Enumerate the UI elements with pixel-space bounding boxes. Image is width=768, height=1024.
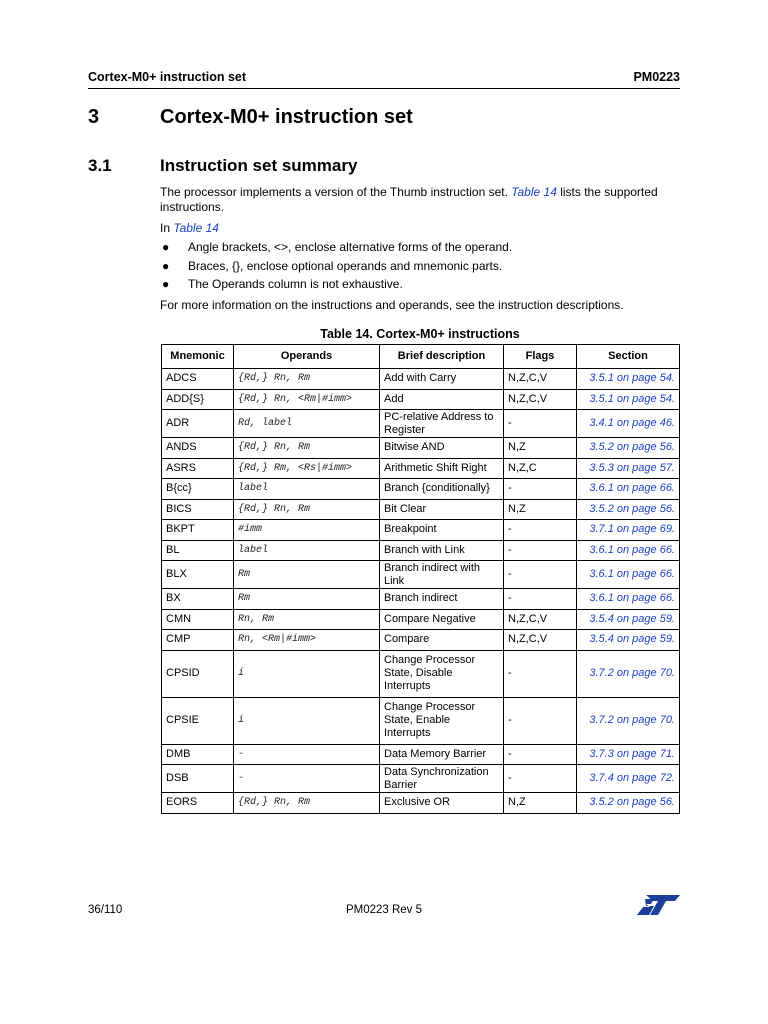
- operands-cell: i: [234, 697, 380, 744]
- table-row: [162, 630, 680, 651]
- document-revision: PM0223 Rev 5: [345, 904, 423, 916]
- in-table-line: [160, 221, 680, 236]
- mnemonic-cell: CPSID: [162, 650, 234, 697]
- mnemonic-cell: DSB: [162, 765, 234, 793]
- mnemonic-cell: ADD{S}: [162, 389, 234, 410]
- description-cell: Add with Carry: [380, 369, 504, 390]
- flags-cell: N,Z: [504, 793, 577, 814]
- section-cell[interactable]: 3.7.2 on page 70.: [577, 697, 680, 744]
- section-cell[interactable]: 3.5.2 on page 56.: [577, 793, 680, 814]
- notation-bullet-list: [160, 238, 512, 294]
- mnemonic-cell: BL: [162, 540, 234, 561]
- description-cell: Data Synchronization Barrier: [380, 765, 504, 793]
- table-row: [162, 479, 680, 500]
- flags-cell: N,Z: [504, 438, 577, 459]
- more-info-paragraph: For more information on the instructions and operands, see the instruction descriptions.: [160, 298, 624, 312]
- flags-cell: -: [504, 540, 577, 561]
- section-cell[interactable]: 3.5.2 on page 56.: [577, 499, 680, 520]
- table-row: [162, 438, 680, 459]
- table-caption: Table 14. Cortex-M0+ instructions: [320, 327, 520, 341]
- mnemonic-cell: ADCS: [162, 369, 234, 390]
- mnemonic-cell: BLX: [162, 561, 234, 589]
- table-row: [162, 561, 680, 589]
- table-row: [162, 410, 680, 438]
- operands-cell: #imm: [234, 520, 380, 541]
- description-cell: Branch {conditionally}: [380, 479, 504, 500]
- table-row: [162, 589, 680, 610]
- flags-cell: -: [504, 561, 577, 589]
- operands-cell: {Rd,} Rm, <Rs|#imm>: [234, 458, 380, 479]
- section-cell[interactable]: 3.7.1 on page 69.: [577, 520, 680, 541]
- description-cell: Bit Clear: [380, 499, 504, 520]
- table-row: [162, 369, 680, 390]
- flags-cell: N,Z: [504, 499, 577, 520]
- description-cell: Change Processor State, Enable Interrupts: [380, 697, 504, 744]
- flags-cell: -: [504, 765, 577, 793]
- operands-cell: Rm: [234, 561, 380, 589]
- operands-cell: Rd, label: [234, 410, 380, 438]
- table-row: [162, 520, 680, 541]
- section-cell[interactable]: 3.4.1 on page 46.: [577, 410, 680, 438]
- mnemonic-cell: CMN: [162, 609, 234, 630]
- col-header-description: Brief description: [380, 345, 504, 369]
- operands-cell: {Rd,} Rn, Rm: [234, 438, 380, 459]
- bullet-icon: ●: [162, 258, 170, 273]
- flags-cell: -: [504, 479, 577, 500]
- flags-cell: -: [504, 520, 577, 541]
- flags-cell: N,Z,C,V: [504, 369, 577, 390]
- operands-cell: -: [234, 765, 380, 793]
- description-cell: Branch indirect with Link: [380, 561, 504, 589]
- section-cell[interactable]: 3.7.4 on page 72.: [577, 765, 680, 793]
- mnemonic-cell: DMB: [162, 744, 234, 765]
- description-cell: Change Processor State, Disable Interrupts: [380, 650, 504, 697]
- table-row: [162, 765, 680, 793]
- section-cell[interactable]: 3.5.1 on page 54.: [577, 369, 680, 390]
- table-row: [162, 697, 680, 744]
- table-row: [162, 609, 680, 630]
- table-row: [162, 744, 680, 765]
- col-header-flags: Flags: [504, 345, 577, 369]
- mnemonic-cell: BICS: [162, 499, 234, 520]
- mnemonic-cell: CMP: [162, 630, 234, 651]
- flags-cell: -: [504, 650, 577, 697]
- section-title: Instruction set summary: [160, 156, 358, 175]
- mnemonic-cell: BX: [162, 589, 234, 610]
- operands-cell: {Rd,} Rn, <Rm|#imm>: [234, 389, 380, 410]
- flags-cell: -: [504, 589, 577, 610]
- mnemonic-cell: BKPT: [162, 520, 234, 541]
- running-header-title: Cortex-M0+ instruction set: [88, 70, 247, 84]
- operands-cell: Rm: [234, 589, 380, 610]
- intro-paragraph: [160, 185, 680, 215]
- description-cell: Compare Negative: [380, 609, 504, 630]
- section-cell[interactable]: 3.6.1 on page 66.: [577, 589, 680, 610]
- chapter-number: 3: [88, 106, 100, 128]
- intro-text-after: lists the supported instructions.: [160, 185, 658, 214]
- col-header-operands: Operands: [234, 345, 380, 369]
- section-number: 3.1: [88, 156, 112, 175]
- page-number: 36/110: [88, 904, 123, 916]
- table-row: [162, 540, 680, 561]
- in-table-prefix: In: [160, 221, 174, 235]
- section-cell[interactable]: 3.5.4 on page 59.: [577, 630, 680, 651]
- flags-cell: N,Z,C,V: [504, 609, 577, 630]
- flags-cell: -: [504, 410, 577, 438]
- section-cell[interactable]: 3.6.1 on page 66.: [577, 479, 680, 500]
- mnemonic-cell: B{cc}: [162, 479, 234, 500]
- mnemonic-cell: EORS: [162, 793, 234, 814]
- section-cell[interactable]: 3.7.2 on page 70.: [577, 650, 680, 697]
- mnemonic-cell: ADR: [162, 410, 234, 438]
- operands-cell: i: [234, 650, 380, 697]
- st-logo-icon: [636, 893, 682, 917]
- description-cell: Data Memory Barrier: [380, 744, 504, 765]
- flags-cell: N,Z,C,V: [504, 630, 577, 651]
- mnemonic-cell: ASRS: [162, 458, 234, 479]
- description-cell: Branch with Link: [380, 540, 504, 561]
- section-cell[interactable]: 3.5.2 on page 56.: [577, 438, 680, 459]
- section-cell[interactable]: 3.5.4 on page 59.: [577, 609, 680, 630]
- operands-cell: -: [234, 744, 380, 765]
- description-cell: Breakpoint: [380, 520, 504, 541]
- description-cell: Arithmetic Shift Right: [380, 458, 504, 479]
- col-header-mnemonic: Mnemonic: [162, 345, 234, 369]
- bullet-item: ● Braces, {}, enclose optional operands and mnemonic parts.: [160, 257, 512, 276]
- section-cell[interactable]: 3.7.3 on page 71.: [577, 744, 680, 765]
- flags-cell: -: [504, 697, 577, 744]
- instruction-table: [161, 344, 680, 814]
- flags-cell: -: [504, 744, 577, 765]
- col-header-section: Section: [577, 345, 680, 369]
- operands-cell: Rn, Rm: [234, 609, 380, 630]
- operands-cell: Rn, <Rm|#imm>: [234, 630, 380, 651]
- flags-cell: N,Z,C,V: [504, 389, 577, 410]
- section-cell[interactable]: 3.5.1 on page 54.: [577, 389, 680, 410]
- table-body: [162, 369, 680, 814]
- description-cell: Branch indirect: [380, 589, 504, 610]
- operands-cell: label: [234, 540, 380, 561]
- table-row: [162, 793, 680, 814]
- mnemonic-cell: ANDS: [162, 438, 234, 459]
- table-row: [162, 499, 680, 520]
- bullet-icon: ●: [162, 240, 170, 254]
- description-cell: Bitwise AND: [380, 438, 504, 459]
- table14-link[interactable]: Table 14: [511, 185, 557, 199]
- operands-cell: {Rd,} Rn, Rm: [234, 499, 380, 520]
- operands-cell: {Rd,} Rn, Rm: [234, 793, 380, 814]
- bullet-item: ● Angle brackets, <>, enclose alternative forms of the operand.: [160, 238, 512, 257]
- operands-cell: label: [234, 479, 380, 500]
- intro-text-before: The processor implements a version of the Thumb instruction set.: [160, 185, 512, 199]
- chapter-title: Cortex-M0+ instruction set: [160, 106, 413, 128]
- description-cell: Compare: [380, 630, 504, 651]
- flags-cell: N,Z,C: [504, 458, 577, 479]
- header-divider: [88, 88, 680, 89]
- description-cell: Add: [380, 389, 504, 410]
- table-row: [162, 650, 680, 697]
- mnemonic-cell: CPSIE: [162, 697, 234, 744]
- section-cell[interactable]: 3.6.1 on page 66.: [577, 540, 680, 561]
- table14-link-2[interactable]: Table 14: [173, 221, 219, 235]
- operands-cell: {Rd,} Rn, Rm: [234, 369, 380, 390]
- table-row: [162, 458, 680, 479]
- section-cell[interactable]: 3.5.3 on page 57.: [577, 458, 680, 479]
- description-cell: PC-relative Address to Register: [380, 410, 504, 438]
- running-header-docid: PM0223: [633, 70, 680, 84]
- table-row: [162, 389, 680, 410]
- section-cell[interactable]: 3.6.1 on page 66.: [577, 561, 680, 589]
- table-header-row: [162, 345, 680, 369]
- bullet-item: ● The Operands column is not exhaustive.: [160, 275, 512, 294]
- bullet-icon: ●: [162, 277, 170, 291]
- description-cell: Exclusive OR: [380, 793, 504, 814]
